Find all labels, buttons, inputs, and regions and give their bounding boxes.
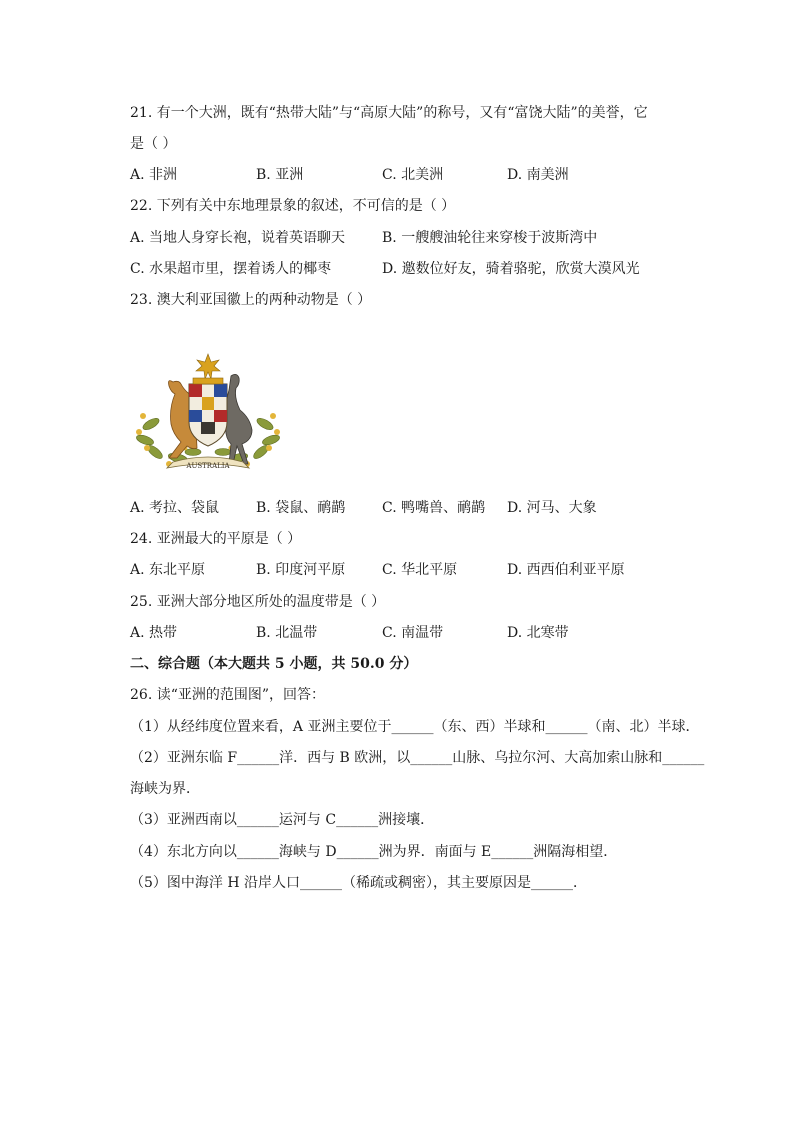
q24-option-b: B. 印度河平原 [256,562,346,578]
q24-option-a: A. 东北平原 [130,562,206,578]
q25-option-c: C. 南温带 [382,625,444,641]
q22-stem: 22. 下列有关中东地理景象的叙述，不可信的是（ ） [130,198,456,214]
q26-part-5: （5）图中海洋 H 沿岸人口______（稀疏或稠密），其主要原因是______． [130,875,588,891]
q22-option-d: D. 邀数位好友，骑着骆驼，欣赏大漠风光 [382,261,640,277]
q24-option-c: C. 华北平原 [382,562,458,578]
q23-option-c: C. 鸭嘴兽、鸸鹋 [382,500,486,516]
q24-option-d: D. 西西伯利亚平原 [507,562,625,578]
q25-option-d: D. 北寒带 [507,625,569,641]
emblem-scroll-text: AUSTRALIA [186,462,230,470]
q24-stem: 24. 亚洲最大的平原是（ ） [130,531,302,547]
q26-stem: 26. 读“亚洲的范围图”，回答： [130,687,326,703]
q26-part-2-line1: （2）亚洲东临 F______洋．西与 B 欧洲，以______山脉、乌拉尔河、大高加索山脉和______ [130,750,705,766]
q21-option-c: C. 北美洲 [382,167,444,183]
q25-option-b: B. 北温带 [256,625,318,641]
q25-option-a: A. 热带 [130,625,178,641]
q23-option-d: D. 河马、大象 [507,500,597,516]
q21-option-b: B. 亚洲 [256,167,304,183]
q21-option-d: D. 南美洲 [507,167,569,183]
australia-coat-of-arms-image [133,352,283,482]
q22-option-a: A. 当地人身穿长袍，说着英语聊天 [130,230,346,246]
q26-part-4: （4）东北方向以______海峡与 D______洲为界．南面与 E______洲隔海相望． [130,844,618,860]
q26-part-3: （3）亚洲西南以______运河与 C______洲接壤． [130,812,435,828]
q23-stem: 23. 澳大利亚国徽上的两种动物是（ ） [130,292,372,308]
q21-stem-line1: 21. 有一个大洲，既有“热带大陆”与“高原大陆”的称号，又有“富饶大陆”的美誉，它 [130,105,648,121]
q21-option-a: A. 非洲 [130,167,178,183]
q23-option-b: B. 袋鼠、鸸鹋 [256,500,346,516]
q21-stem-line2: 是（ ） [130,136,177,152]
q22-option-b: B. 一艘艘油轮往来穿梭于波斯湾中 [382,230,598,246]
q22-option-c: C. 水果超市里，摆着诱人的椰枣 [130,261,332,277]
q26-part-2-line2: 海峡为界． [130,781,200,797]
q23-option-a: A. 考拉、袋鼠 [130,500,220,516]
section-heading: 二、综合题（本大题共 5 小题，共 50.0 分） [130,656,418,672]
q26-part-1: （1）从经纬度位置来看，A 亚洲主要位于______（东、西）半球和______（南、北）半球． [130,719,700,735]
q25-stem: 25. 亚洲大部分地区所处的温度带是（ ） [130,594,386,610]
